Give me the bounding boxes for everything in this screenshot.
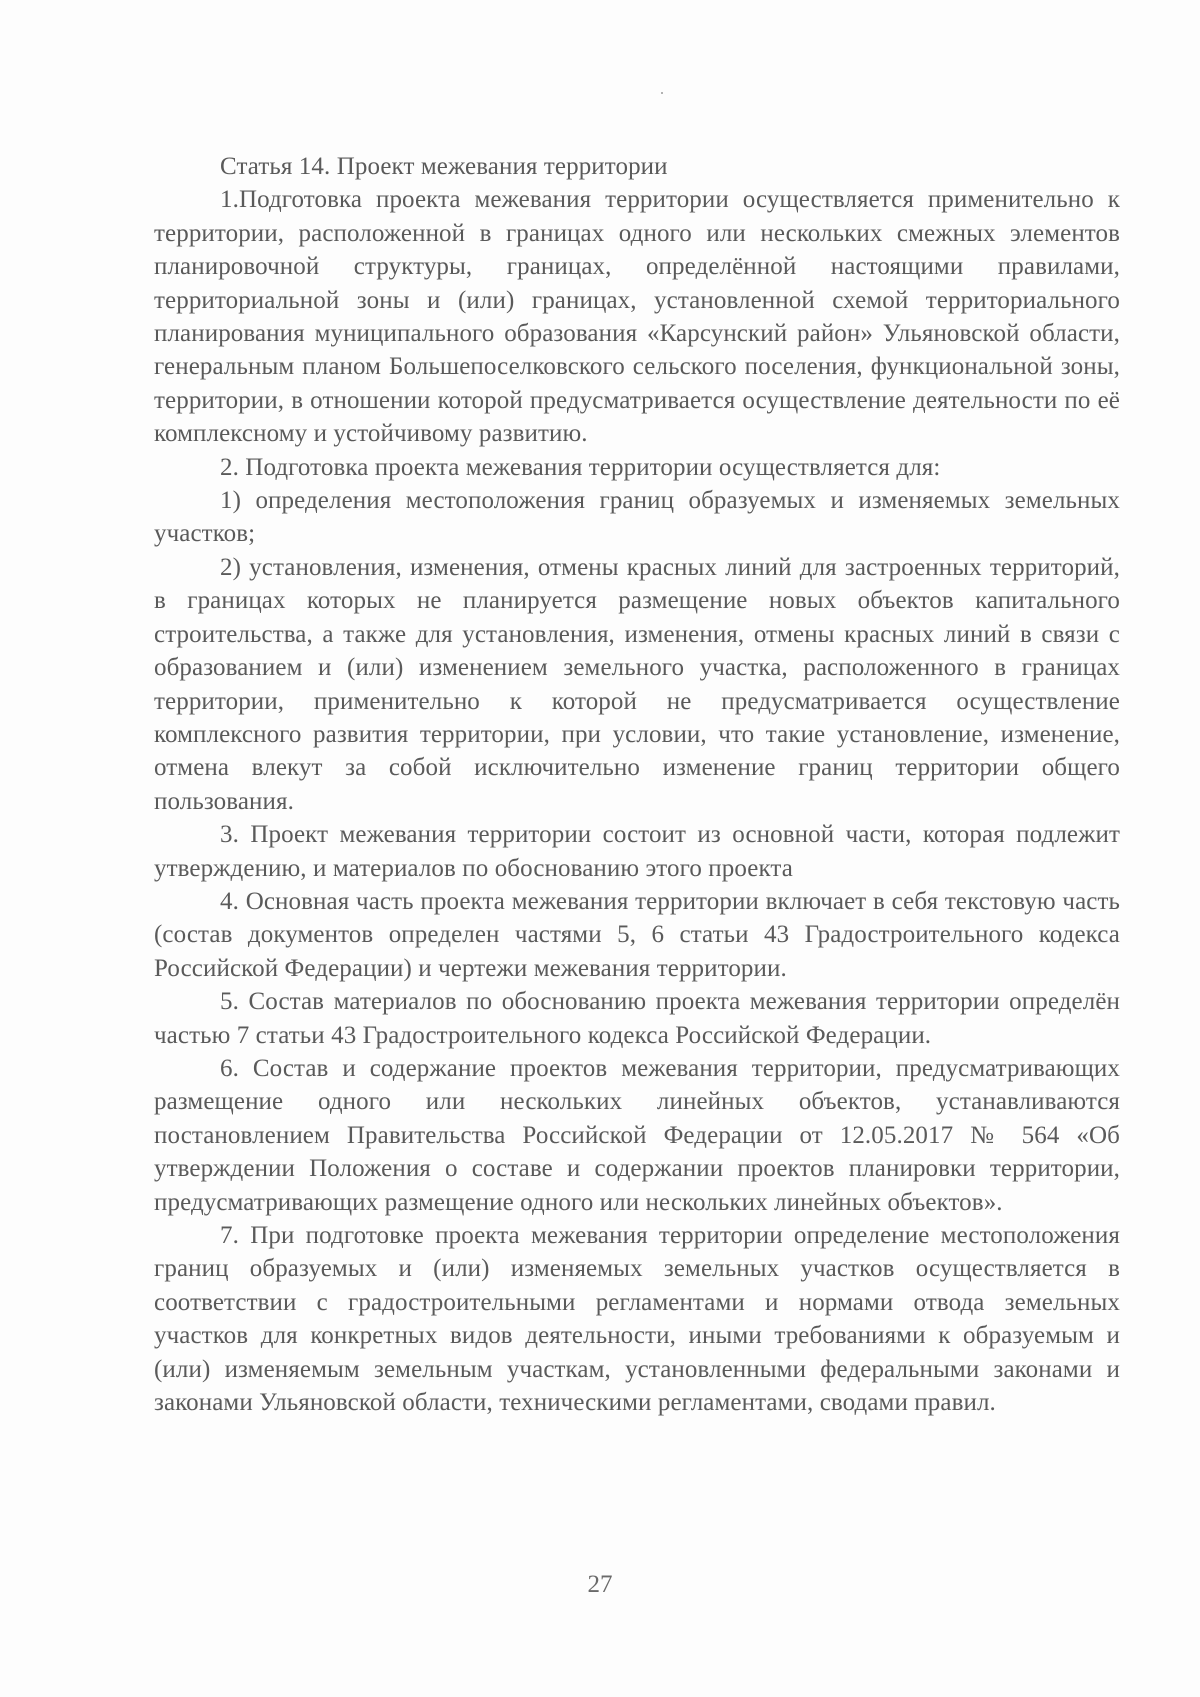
paragraph-2: 2. Подготовка проекта межевания территории осуществляется для: [220,453,941,481]
paragraph-5: 5. Состав материалов по обоснованию проекта межевания территории определён частью 7 статьи 43 Градостроительного кодекса Российской Федерации. [154,988,1120,1049]
paragraph-6: 6. Состав и содержание проектов межевания территории, предусматривающих размещение одного или нескольких линейных объектов, устанавливаются постановлением Правительства Российской Федерации от 12.05.2017 № 564 «Об утверждении Положения о составе и содержании проектов планировки территории, предусматривающих размещение одного или нескольких линейных объектов». [154,1054,1120,1216]
article-heading: Статья 14. Проект межевания территории [220,153,668,180]
paragraph-3: 3. Проект межевания территории состоит из основной части, которая подлежит утверждению, и материалов по обоснованию этого проекта [154,821,1120,882]
page-number: 27 [587,1571,613,1598]
paragraph-4: 4. Основная часть проекта межевания территории включает в себя текстовую часть (состав документов определен частями 5, 6 статьи 43 Градостроительного кодекса Российской Федерации) и чертежи межевания территории. [154,887,1120,982]
paragraph-1: 1.Подготовка проекта межевания территории осуществляется применительно к территории, расположенной в границах одного или нескольких смежных элементов планировочной структуры, границах, определённой настоящими правилами, территориальной зоны и (или) границах, установленной схемой территориального планирования муниципального образования «Карсунский район» Ульяновской области, генеральным планом Большепоселковского сельского поселения, функциональной зоны, территории, в отношении которой предусматривается осуществление деятельности по её комплексному и устойчивому развитию. [154,186,1120,448]
paragraph-2-item-2: 2) установления, изменения, отмены красных линий для застроенных территорий, в границах которых не планируется размещение новых объектов капитального строительства, а также для установления, изменения, отмены красных линий в связи с образованием и (или) изменением земельного участка, расположенного в границах территории, применительно к которой не предусматривается осуществление комплексного развития территории, при условии, что такие установление, изменение, отмена влекут за собой исключительно изменение границ территории общего пользования. [154,553,1120,815]
paragraph-2-item-1: 1) определения местоположения границ образуемых и изменяемых земельных участков; [154,487,1120,548]
document-body [154,150,1120,1419]
paragraph-7: 7. При подготовке проекта межевания территории определение местоположения границ образуемых и (или) изменяемых земельных участков осуществляется в соответствии с градостроительными регламентами и нормами отвода земельных участков для конкретных видов деятельности, иными требованиями к образуемым и (или) изменяемым земельным участкам, установленными федеральными законами и законами Ульяновской области, техническими регламентами, сводами правил. [154,1222,1120,1417]
scan-speck [661,92,663,94]
